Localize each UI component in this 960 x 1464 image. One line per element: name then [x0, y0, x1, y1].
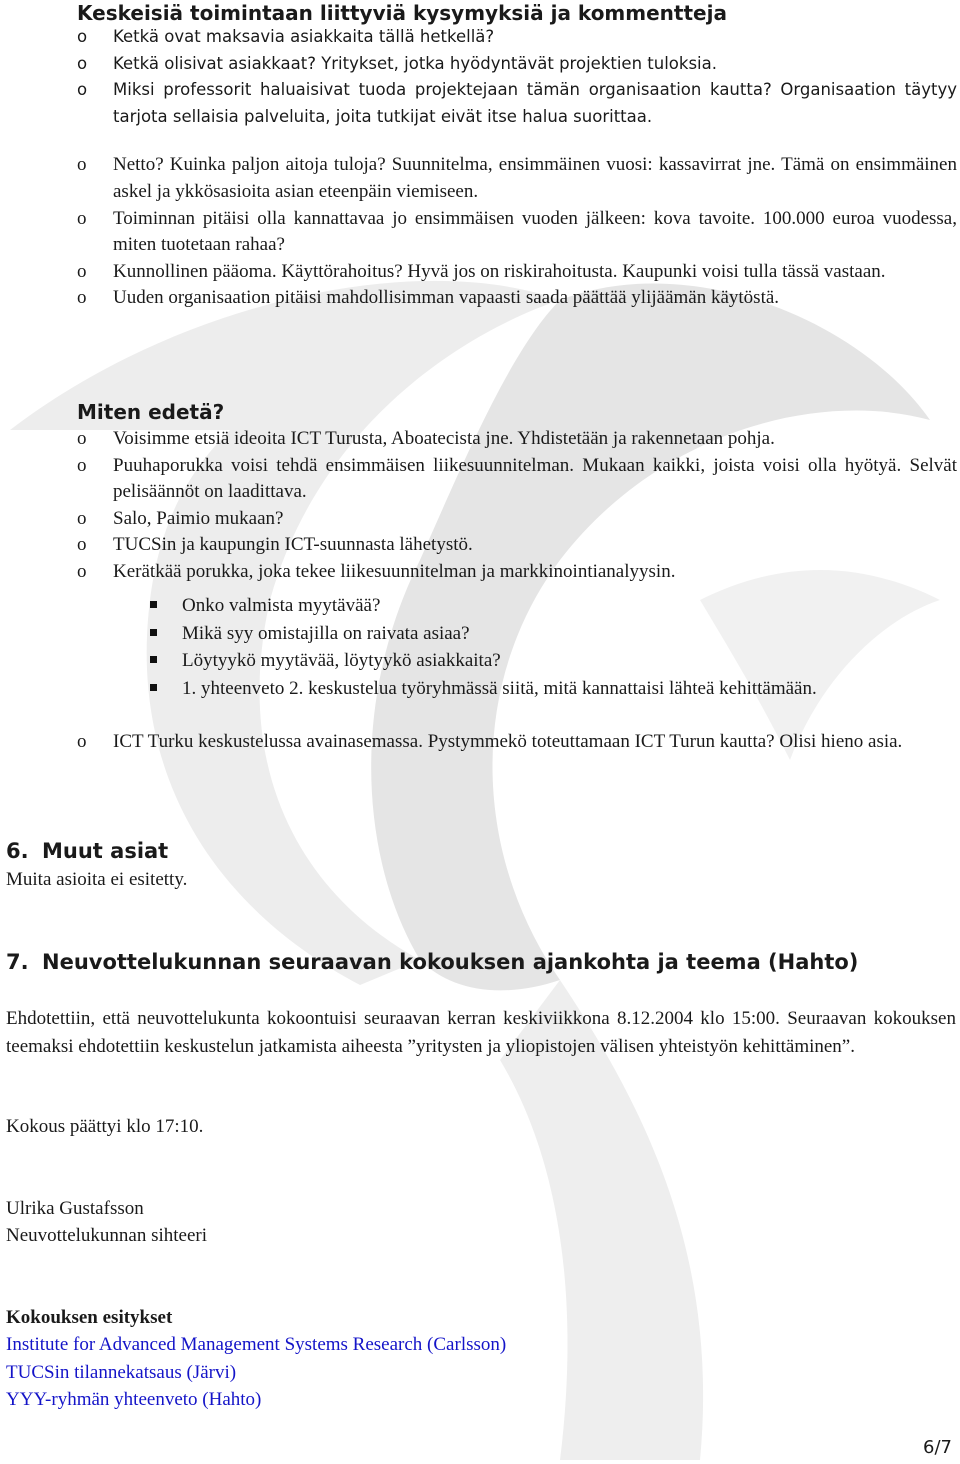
list-item: o Toiminnan pitäisi olla kannattavaa jo ensimmäisen vuoden jälkeen: kova tavoite. 100.000 euroa vuodessa, miten tuotetaan rahaa?	[77, 206, 957, 259]
how-list	[77, 426, 957, 586]
section-6-heading	[6, 837, 168, 865]
list-item: o Salo, Paimio mukaan?	[77, 506, 957, 533]
how-sublist	[148, 592, 956, 702]
presentation-link-jarvi[interactable]: TUCSin tilannekatsaus (Järvi)	[6, 1361, 237, 1383]
section-title: Muut asiat	[42, 839, 169, 863]
sub-list-item: Mikä syy omistajilla on raivata asiaa?	[148, 620, 956, 648]
how-list-end	[77, 729, 957, 756]
section-7-text: Ehdotettiin, että neuvottelukunta kokoontuisi seuraavan kerran keskiviikkona 8.12.2004 klo 15:00. Seuraavan kokouksen teemaksi ehdotettiin keskustelun jatkamista aiheesta ”yritysten ja yliopistojen välisen yhteistyön kehittäminen”.	[6, 1008, 956, 1057]
sub-list-item: 1. yhteenveto 2. keskustelua työryhmässä siitä, mitä kannattaisi lähteä kehittämään.	[148, 675, 956, 703]
list-item: o Kerätkää porukka, joka tekee liikesuunnitelman ja markkinointianalyysin.	[77, 559, 957, 586]
list-item: o Voisimme etsiä ideoita ICT Turusta, Aboatecista jne. Yhdistetään ja rakennetaan pohja.	[77, 426, 957, 453]
section-number: 6.	[6, 839, 29, 863]
section-6-text: Muita asioita ei esitetty.	[6, 869, 188, 890]
section-heading-questions: Keskeisiä toimintaan liittyviä kysymyksiä ja kommentteja	[77, 1, 727, 25]
sub-list-item: Onko valmista myytävää?	[148, 592, 956, 620]
list-item: o ICT Turku keskustelussa avainasemassa. Pystymmekö toteuttamaan ICT Turun kautta? Olisi hieno asia.	[77, 729, 957, 756]
questions-list	[77, 24, 957, 312]
list-item: o Uuden organisaation pitäisi mahdollisimman vapaasti saada päättää ylijäämän käytöstä.	[77, 285, 957, 312]
section-7-heading	[6, 948, 956, 976]
list-item: o Netto? Kuinka paljon aitoja tuloja? Suunnitelma, ensimmäinen vuosi: kassavirrat jne. Tämä on ensimmäinen askel ja ykkösasioita asian eteenpäin viemiseen.	[77, 152, 957, 205]
list-item: o Ketkä olisivat asiakkaat? Yritykset, jotka hyödyntävät projektien tuloksia.	[77, 51, 957, 78]
section-heading-how: Miten edetä?	[77, 400, 225, 424]
list-item: o Ketkä ovat maksavia asiakkaita tällä hetkellä?	[77, 24, 957, 51]
list-item: o Kunnollinen pääoma. Käyttörahoitus? Hyvä jos on riskirahoitusta. Kaupunki voisi tulla tässä vastaan.	[77, 259, 957, 286]
signature-name: Ulrika Gustafsson	[6, 1198, 144, 1219]
page-number: 6/7	[923, 1437, 952, 1458]
sub-list-item: Löytyykö myytävää, löytyykö asiakkaita?	[148, 647, 956, 675]
section-number: 7.	[6, 950, 29, 974]
presentation-link-hahto[interactable]: YYY-ryhmän yhteenveto (Hahto)	[6, 1389, 262, 1410]
list-item: o Puuhaporukka voisi tehdä ensimmäisen liikesuunnitelman. Mukaan kaikki, joista voisi olla hyötyä. Selvät pelisäännöt on laadittava.	[77, 453, 957, 506]
presentations-links	[6, 1331, 956, 1414]
closing-text: Kokous päättyi klo 17:10.	[6, 1116, 204, 1137]
list-item: o TUCSin ja kaupungin ICT-suunnasta lähetystö.	[77, 532, 957, 559]
presentations-heading: Kokouksen esitykset	[6, 1307, 173, 1328]
list-item: o Miksi professorit haluaisivat tuoda projektejaan tämän organisaation kautta? Organisaation täytyy tarjota sellaisia palveluita, joita tutkijat eivät itse halua suorittaa.	[77, 77, 957, 130]
signature-role: Neuvottelukunnan sihteeri	[6, 1225, 208, 1246]
presentation-link-carlsson[interactable]: Institute for Advanced Management Systems Research (Carlsson)	[6, 1334, 507, 1355]
section-title: Neuvottelukunnan seuraavan kokouksen ajankohta ja teema (Hahto)	[42, 950, 859, 974]
